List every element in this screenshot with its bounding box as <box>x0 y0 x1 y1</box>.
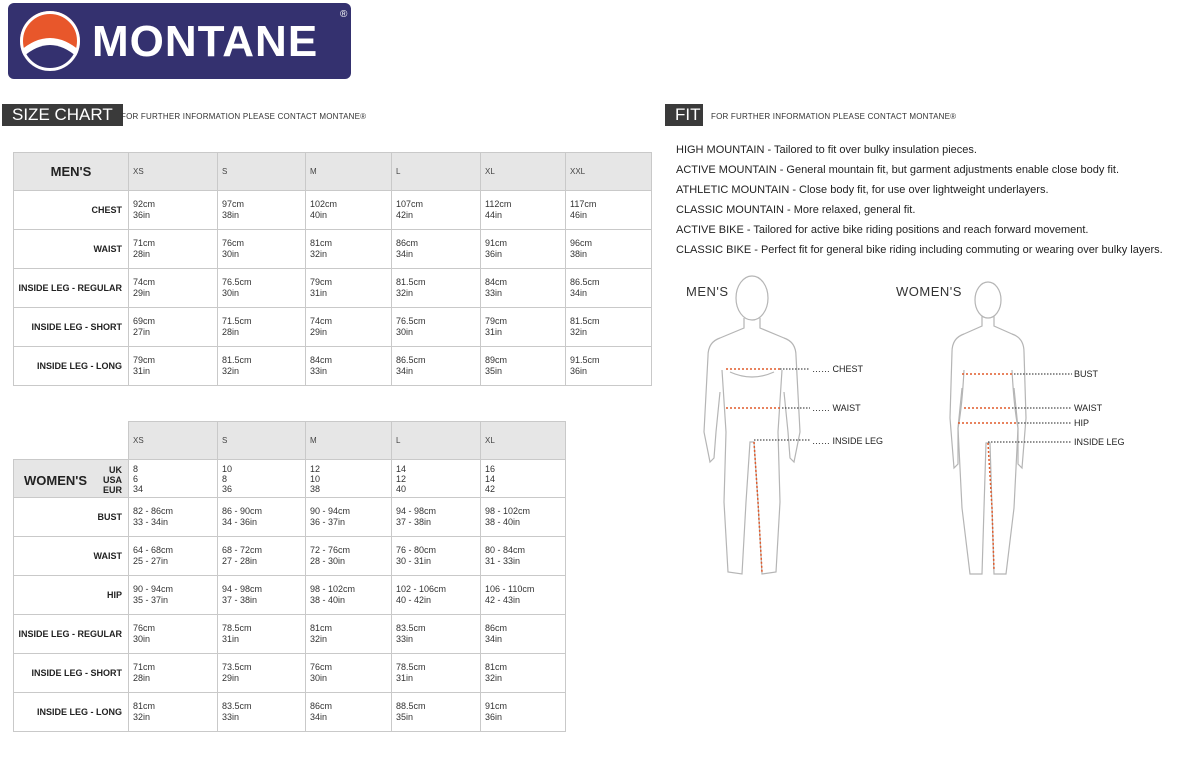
cell-in: 28 - 30in <box>310 556 346 566</box>
table-cell <box>481 576 566 615</box>
table-cell <box>392 654 481 693</box>
table-row <box>14 576 566 615</box>
region-size: 10 <box>222 463 233 474</box>
cell-in: 28in <box>133 673 151 683</box>
table-cell <box>566 191 652 230</box>
table-cell <box>481 654 566 693</box>
mens-size-header: XXL <box>566 153 652 191</box>
cell-in: 27 - 28in <box>222 556 258 566</box>
cell-cm: 76cm <box>310 662 333 672</box>
table-cell <box>481 269 566 308</box>
table-cell <box>306 693 392 732</box>
region-size: 14 <box>485 473 496 484</box>
cell-cm: 92cm <box>133 199 156 209</box>
region-size: 12 <box>396 473 407 484</box>
cell-in: 35 - 37in <box>133 595 169 605</box>
table-cell <box>566 308 652 347</box>
table-cell <box>129 576 218 615</box>
cell-in: 33in <box>310 366 328 376</box>
mountain-logo-icon <box>20 11 80 71</box>
mens-title: MEN'S <box>14 153 129 191</box>
cell-cm: 86 - 90cm <box>222 506 263 516</box>
cell-in: 29in <box>222 673 240 683</box>
row-label: WAIST <box>14 230 129 269</box>
region-size: 36 <box>222 483 233 494</box>
row-label: INSIDE LEG - SHORT <box>14 308 129 347</box>
women-figure-title: WOMEN'S <box>896 284 962 299</box>
women-label-hip: HIP <box>1074 418 1090 428</box>
region-size: 42 <box>485 483 496 494</box>
cell-in: 37 - 38in <box>396 517 432 527</box>
size-chart-title: SIZE CHART <box>2 104 123 126</box>
cell-in: 31in <box>396 673 414 683</box>
size-chart-note: FOR FURTHER INFORMATION PLEASE CONTACT MONTANE® <box>121 112 367 121</box>
fit-descriptions <box>676 140 1196 260</box>
table-row <box>14 615 566 654</box>
cell-cm: 73.5cm <box>222 662 252 672</box>
table-cell <box>392 347 481 386</box>
cell-cm: 83.5cm <box>396 623 426 633</box>
men-body-figure <box>700 272 810 592</box>
row-label: INSIDE LEG - REGULAR <box>14 269 129 308</box>
table-cell <box>129 308 218 347</box>
cell-cm: 64 - 68cm <box>133 545 174 555</box>
cell-in: 36in <box>485 712 503 722</box>
cell-cm: 74cm <box>133 277 156 287</box>
cell-cm: 102 - 106cm <box>396 584 447 594</box>
women-label-waist: WAIST <box>1074 403 1103 413</box>
cell-cm: 76.5cm <box>222 277 252 287</box>
cell-cm: 69cm <box>133 316 156 326</box>
table-cell <box>306 654 392 693</box>
table-cell <box>481 693 566 732</box>
region-size: 16 <box>485 463 496 474</box>
cell-cm: 94 - 98cm <box>222 584 263 594</box>
region-size: 38 <box>310 483 321 494</box>
cell-in: 30in <box>310 673 328 683</box>
row-label: BUST <box>14 498 129 537</box>
header-spacer <box>14 422 129 460</box>
cell-in: 40 - 42in <box>396 595 432 605</box>
men-label-chest: …… CHEST <box>812 364 864 374</box>
cell-cm: 86cm <box>485 623 508 633</box>
womens-title-cell <box>14 460 129 498</box>
cell-cm: 98 - 102cm <box>310 584 356 594</box>
mens-size-header: L <box>392 153 481 191</box>
cell-in: 33in <box>396 634 414 644</box>
table-cell <box>392 498 481 537</box>
table-row <box>14 308 652 347</box>
table-cell <box>481 191 566 230</box>
cell-in: 44in <box>485 210 503 220</box>
cell-cm: 88.5cm <box>396 701 426 711</box>
table-cell <box>566 347 652 386</box>
womens-size-header: L <box>392 422 481 460</box>
cell-cm: 86.5cm <box>396 355 426 365</box>
brand-reg-mark: ® <box>340 9 348 20</box>
mens-header-row <box>14 153 652 191</box>
table-row <box>14 537 566 576</box>
mens-size-table <box>13 152 652 386</box>
cell-cm: 79cm <box>485 316 508 326</box>
cell-cm: 91cm <box>485 238 508 248</box>
men-label-inside-leg-text: INSIDE LEG <box>832 436 884 446</box>
cell-cm: 81cm <box>133 701 156 711</box>
region-labels <box>103 465 122 495</box>
row-label: HIP <box>14 576 129 615</box>
table-cell <box>481 615 566 654</box>
cell-in: 32in <box>310 249 328 259</box>
cell-in: 30in <box>222 249 240 259</box>
cell-cm: 76.5cm <box>396 316 426 326</box>
table-row <box>14 191 652 230</box>
table-cell <box>129 654 218 693</box>
cell-in: 33in <box>485 288 503 298</box>
cell-cm: 96cm <box>570 238 593 248</box>
women-label-inside-leg: INSIDE LEG <box>1074 437 1125 447</box>
table-cell <box>218 308 306 347</box>
cell-cm: 76cm <box>133 623 156 633</box>
row-label: INSIDE LEG - REGULAR <box>14 615 129 654</box>
region-size: 14 <box>396 463 407 474</box>
cell-in: 27in <box>133 327 151 337</box>
table-cell <box>218 537 306 576</box>
cell-in: 31in <box>133 366 151 376</box>
row-label: INSIDE LEG - SHORT <box>14 654 129 693</box>
table-cell <box>392 615 481 654</box>
table-cell <box>129 498 218 537</box>
table-cell <box>392 537 481 576</box>
table-cell <box>218 693 306 732</box>
fit-line-high-mountain: HIGH MOUNTAIN - Tailored to fit over bulky insulation pieces. <box>676 144 977 156</box>
region-label: EUR <box>102 485 122 495</box>
cell-in: 32in <box>570 327 588 337</box>
table-cell <box>129 615 218 654</box>
cell-in: 30in <box>222 288 240 298</box>
cell-cm: 107cm <box>396 199 424 209</box>
region-size: 40 <box>396 483 407 494</box>
cell-cm: 90 - 94cm <box>133 584 174 594</box>
men-label-waist: …… WAIST <box>812 403 861 413</box>
cell-cm: 79cm <box>133 355 156 365</box>
mens-size-header: S <box>218 153 306 191</box>
cell-in: 28in <box>222 327 240 337</box>
cell-in: 40in <box>310 210 328 220</box>
table-cell <box>306 498 392 537</box>
region-size: 12 <box>310 463 321 474</box>
table-cell <box>392 576 481 615</box>
cell-in: 31in <box>485 327 503 337</box>
table-cell <box>306 230 392 269</box>
cell-cm: 79cm <box>310 277 333 287</box>
region-sizes-cell <box>392 460 481 498</box>
table-cell <box>481 537 566 576</box>
cell-cm: 72 - 76cm <box>310 545 351 555</box>
cell-cm: 71cm <box>133 662 156 672</box>
men-label-inside-leg: …… INSIDE LEG <box>812 436 884 446</box>
table-cell <box>218 498 306 537</box>
cell-in: 34in <box>570 288 588 298</box>
men-figure-title: MEN'S <box>686 284 729 299</box>
cell-in: 35in <box>396 712 414 722</box>
womens-title: WOMEN'S <box>24 473 88 488</box>
table-cell <box>481 230 566 269</box>
cell-cm: 84cm <box>485 277 508 287</box>
fit-line-classic-mountain: CLASSIC MOUNTAIN - More relaxed, general fit. <box>676 204 916 216</box>
cell-cm: 81cm <box>310 238 333 248</box>
cell-in: 33 - 34in <box>133 517 169 527</box>
cell-cm: 86cm <box>396 238 419 248</box>
cell-cm: 80 - 84cm <box>485 545 526 555</box>
region-size: 8 <box>222 473 228 484</box>
cell-in: 36in <box>570 366 588 376</box>
table-row <box>14 269 652 308</box>
table-cell <box>218 576 306 615</box>
womens-size-header: M <box>306 422 392 460</box>
womens-size-table <box>13 421 566 732</box>
row-label: INSIDE LEG - LONG <box>14 347 129 386</box>
table-cell <box>129 230 218 269</box>
table-cell <box>306 269 392 308</box>
cell-cm: 91cm <box>485 701 508 711</box>
table-row <box>14 693 566 732</box>
cell-cm: 81.5cm <box>222 355 252 365</box>
table-cell <box>481 308 566 347</box>
cell-cm: 98 - 102cm <box>485 506 531 516</box>
table-cell <box>129 269 218 308</box>
womens-region-row <box>14 460 566 498</box>
cell-cm: 78.5cm <box>396 662 426 672</box>
cell-in: 36in <box>485 249 503 259</box>
men-label-waist-text: WAIST <box>832 403 861 413</box>
womens-size-header: XS <box>129 422 218 460</box>
fit-line-athletic-mountain: ATHLETIC MOUNTAIN - Close body fit, for use over lightweight underlayers. <box>676 184 1049 196</box>
region-sizes-cell <box>481 460 566 498</box>
table-cell <box>218 615 306 654</box>
cell-cm: 81.5cm <box>570 316 600 326</box>
table-cell <box>306 347 392 386</box>
cell-in: 34in <box>396 249 414 259</box>
cell-cm: 74cm <box>310 316 333 326</box>
cell-in: 38 - 40in <box>310 595 346 605</box>
womens-size-header: S <box>218 422 306 460</box>
cell-in: 42in <box>396 210 414 220</box>
cell-cm: 86cm <box>310 701 333 711</box>
table-cell <box>306 615 392 654</box>
cell-in: 36in <box>133 210 151 220</box>
region-size: 10 <box>310 473 321 484</box>
region-sizes-cell <box>129 460 218 498</box>
row-label: INSIDE LEG - LONG <box>14 693 129 732</box>
mens-size-header: XS <box>129 153 218 191</box>
cell-cm: 89cm <box>485 355 508 365</box>
cell-cm: 76 - 80cm <box>396 545 437 555</box>
region-label: USA <box>102 475 122 485</box>
table-cell <box>481 347 566 386</box>
cell-in: 30in <box>133 634 151 644</box>
cell-in: 29in <box>310 327 328 337</box>
row-label: CHEST <box>14 191 129 230</box>
cell-in: 32in <box>222 366 240 376</box>
table-cell <box>306 308 392 347</box>
fit-line-classic-bike: CLASSIC BIKE - Perfect fit for general bike riding including commuting or wearing over bulky layers. <box>676 244 1163 256</box>
cell-in: 30in <box>396 327 414 337</box>
cell-cm: 91.5cm <box>570 355 600 365</box>
cell-in: 29in <box>133 288 151 298</box>
womens-size-header-row <box>14 422 566 460</box>
cell-in: 30 - 31in <box>396 556 432 566</box>
cell-in: 33in <box>222 712 240 722</box>
table-cell <box>392 693 481 732</box>
fit-note: FOR FURTHER INFORMATION PLEASE CONTACT MONTANE® <box>711 112 957 121</box>
table-cell <box>306 537 392 576</box>
table-cell <box>566 230 652 269</box>
cell-cm: 84cm <box>310 355 333 365</box>
cell-cm: 78.5cm <box>222 623 252 633</box>
men-label-chest-text: CHEST <box>832 364 864 374</box>
women-label-bust: BUST <box>1074 369 1099 379</box>
cell-in: 31 - 33in <box>485 556 521 566</box>
cell-in: 32in <box>396 288 414 298</box>
fit-title: FIT <box>665 104 703 126</box>
cell-cm: 97cm <box>222 199 245 209</box>
cell-cm: 81cm <box>485 662 508 672</box>
cell-cm: 102cm <box>310 199 338 209</box>
table-row <box>14 347 652 386</box>
women-body-figure <box>940 278 1072 588</box>
cell-cm: 117cm <box>570 199 597 209</box>
cell-in: 34in <box>310 712 328 722</box>
cell-in: 42 - 43in <box>485 595 521 605</box>
row-label: WAIST <box>14 537 129 576</box>
mens-size-header: XL <box>481 153 566 191</box>
table-cell <box>392 230 481 269</box>
womens-size-header: XL <box>481 422 566 460</box>
cell-cm: 82 - 86cm <box>133 506 174 516</box>
cell-cm: 112cm <box>485 199 512 209</box>
cell-cm: 81.5cm <box>396 277 426 287</box>
table-cell <box>129 537 218 576</box>
cell-cm: 71.5cm <box>222 316 252 326</box>
cell-cm: 81cm <box>310 623 333 633</box>
table-cell <box>218 654 306 693</box>
fit-line-active-mountain: ACTIVE MOUNTAIN - General mountain fit, but garment adjustments enable close body fit. <box>676 164 1120 176</box>
cell-cm: 94 - 98cm <box>396 506 437 516</box>
cell-cm: 71cm <box>133 238 156 248</box>
cell-in: 31in <box>222 634 240 644</box>
table-cell <box>129 347 218 386</box>
cell-in: 38in <box>570 249 588 259</box>
cell-in: 35in <box>485 366 503 376</box>
cell-in: 32in <box>310 634 328 644</box>
table-cell <box>566 269 652 308</box>
cell-in: 34in <box>485 634 503 644</box>
region-size: 34 <box>133 483 144 494</box>
cell-in: 31in <box>310 288 328 298</box>
cell-in: 37 - 38in <box>222 595 258 605</box>
cell-in: 28in <box>133 249 151 259</box>
region-size: 6 <box>133 473 139 484</box>
table-row <box>14 498 566 537</box>
table-cell <box>218 191 306 230</box>
cell-in: 25 - 27in <box>133 556 169 566</box>
region-sizes-cell <box>218 460 306 498</box>
cell-in: 38in <box>222 210 240 220</box>
table-cell <box>218 269 306 308</box>
cell-cm: 83.5cm <box>222 701 252 711</box>
brand-name: MONTANE <box>92 17 319 66</box>
cell-cm: 90 - 94cm <box>310 506 351 516</box>
cell-in: 38 - 40in <box>485 517 521 527</box>
montane-logo <box>8 3 351 79</box>
cell-in: 34 - 36in <box>222 517 258 527</box>
cell-in: 34in <box>396 366 414 376</box>
table-cell <box>129 191 218 230</box>
table-cell <box>306 576 392 615</box>
region-size: 8 <box>133 463 139 474</box>
table-cell <box>218 347 306 386</box>
table-cell <box>306 191 392 230</box>
table-cell <box>392 191 481 230</box>
cell-in: 32in <box>133 712 151 722</box>
cell-cm: 76cm <box>222 238 245 248</box>
mens-size-header: M <box>306 153 392 191</box>
cell-in: 32in <box>485 673 503 683</box>
cell-in: 36 - 37in <box>310 517 346 527</box>
table-row <box>14 654 566 693</box>
table-cell <box>392 308 481 347</box>
cell-cm: 68 - 72cm <box>222 545 263 555</box>
cell-in: 46in <box>570 210 588 220</box>
table-cell <box>129 693 218 732</box>
table-row <box>14 230 652 269</box>
table-cell <box>392 269 481 308</box>
region-sizes-cell <box>306 460 392 498</box>
table-cell <box>481 498 566 537</box>
cell-cm: 106 - 110cm <box>485 584 535 594</box>
fit-line-active-bike: ACTIVE BIKE - Tailored for active bike riding positions and reach forward movement. <box>676 224 1089 236</box>
region-label: UK <box>109 465 122 475</box>
cell-cm: 86.5cm <box>570 277 600 287</box>
table-cell <box>218 230 306 269</box>
